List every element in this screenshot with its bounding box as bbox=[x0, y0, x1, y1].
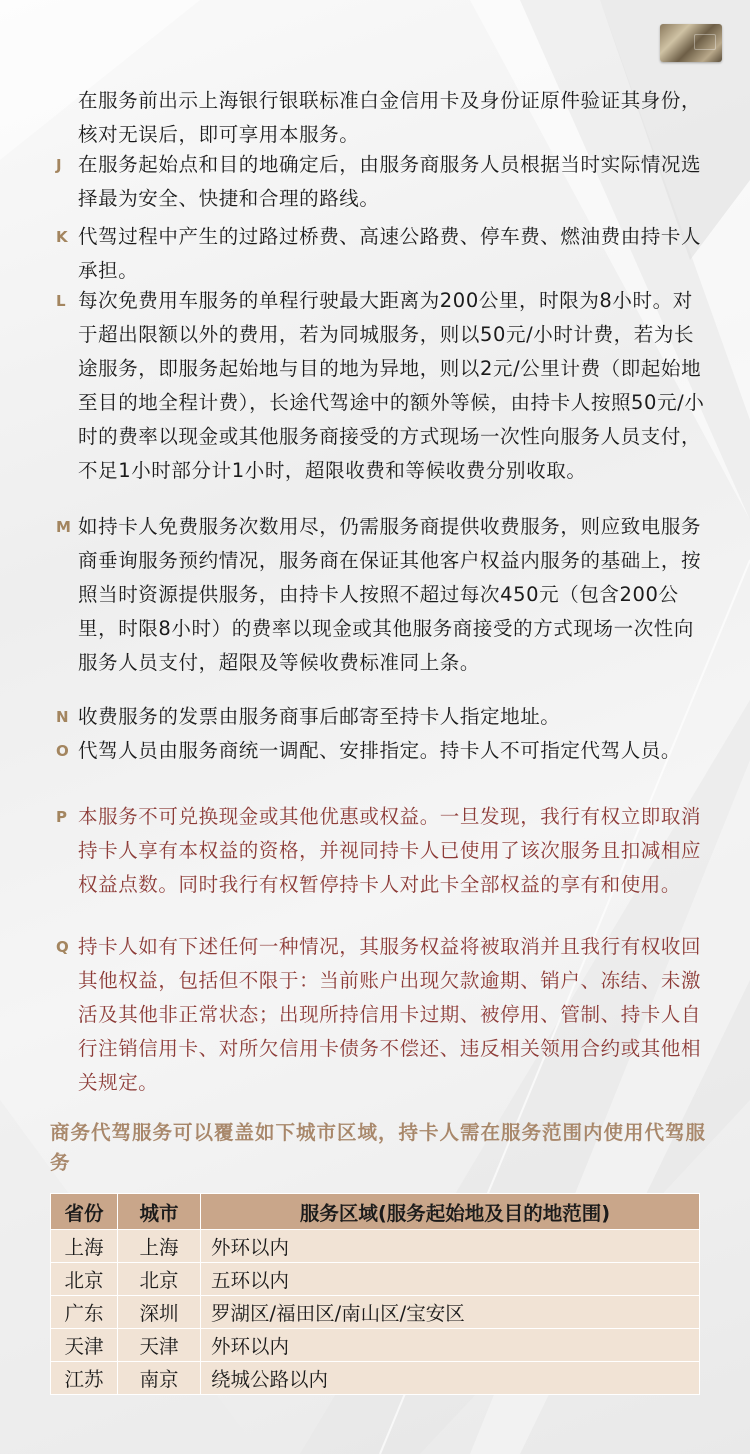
table-row bbox=[51, 1263, 700, 1296]
header-service-area: 服务区域(服务起始地及目的地范围) bbox=[201, 1194, 700, 1230]
cell-area: 外环以内 bbox=[201, 1329, 700, 1362]
cell-city: 北京 bbox=[118, 1263, 201, 1296]
item-letter-l: L bbox=[56, 292, 66, 310]
cell-province: 北京 bbox=[51, 1263, 118, 1296]
item-k-text: 代驾过程中产生的过路过桥费、高速公路费、停车费、燃油费由持卡人承担。 bbox=[78, 225, 702, 282]
item-p-text: 本服务不可兑换现金或其他优惠或权益。一旦发现，我行有权立即取消持卡人享有本权益的资格，并视同持卡人已使用了该次服务且扣减相应权益点数。同时我行有权暂停持卡人对此卡全部权益的享有和使用。 bbox=[78, 805, 702, 896]
item-m-text: 如持卡人免费服务次数用尽，仍需服务商提供收费服务，则应致电服务商垂询服务预约情况，服务商在保证其他客户权益内服务的基础上，按照当时资源提供服务，由持卡人按照不超过每次450元（包含200公里，时限8小时）的费率以现金或其他服务商接受的方式现场一次性向服务人员支付，超限及等候收费标准同上条。 bbox=[78, 515, 702, 674]
item-letter-p: P bbox=[56, 808, 67, 826]
cell-city: 上海 bbox=[118, 1230, 201, 1263]
credit-card-logo bbox=[660, 24, 722, 62]
item-letter-o: O bbox=[56, 742, 69, 760]
table-row bbox=[51, 1230, 700, 1263]
cell-province: 上海 bbox=[51, 1230, 118, 1263]
item-j-text: 在服务起始点和目的地确定后，由服务商服务人员根据当时实际情况选择最为安全、快捷和合理的路线。 bbox=[78, 153, 702, 210]
item-letter-n: N bbox=[56, 708, 69, 726]
cell-province: 广东 bbox=[51, 1296, 118, 1329]
item-o-text: 代驾人员由服务商统一调配、安排指定。持卡人不可指定代驾人员。 bbox=[78, 739, 682, 762]
header-province: 省份 bbox=[51, 1194, 118, 1230]
table-header-row bbox=[51, 1194, 700, 1230]
item-letter-j: J bbox=[56, 156, 62, 174]
table-row bbox=[51, 1362, 700, 1395]
table-row bbox=[51, 1296, 700, 1329]
cell-area: 五环以内 bbox=[201, 1263, 700, 1296]
cell-area: 绕城公路以内 bbox=[201, 1362, 700, 1395]
item-n-text: 收费服务的发票由服务商事后邮寄至持卡人指定地址。 bbox=[78, 705, 561, 728]
cell-province: 江苏 bbox=[51, 1362, 118, 1395]
coverage-title: 商务代驾服务可以覆盖如下城市区域，持卡人需在服务范围内使用代驾服务 bbox=[50, 1121, 707, 1174]
table-row bbox=[51, 1329, 700, 1362]
item-letter-q: Q bbox=[56, 938, 69, 956]
cell-city: 深圳 bbox=[118, 1296, 201, 1329]
cell-area: 外环以内 bbox=[201, 1230, 700, 1263]
cell-city: 南京 bbox=[118, 1362, 201, 1395]
header-city: 城市 bbox=[118, 1194, 201, 1230]
coverage-table bbox=[50, 1193, 700, 1395]
cell-area: 罗湖区/福田区/南山区/宝安区 bbox=[201, 1296, 700, 1329]
item-l-text: 每次免费用车服务的单程行驶最大距离为200公里，时限为8小时。对于超出限额以外的费用，若为同城服务，则以50元/小时计费，若为长途服务，即服务起始地与目的地为异地，则以2元/公里计费（即起始地至目的地全程计费），长途代驾途中的额外等候，由持卡人按照50元/小时的费率以现金或其他服务商接受的方式现场一次性向服务人员支付，不足1小时部分计1小时，超限收费和等候收费分别收取。 bbox=[78, 289, 705, 482]
item-letter-m: M bbox=[56, 518, 71, 536]
cell-city: 天津 bbox=[118, 1329, 201, 1362]
item-q-text: 持卡人如有下述任何一种情况，其服务权益将被取消并且我行有权收回其他权益，包括但不限于：当前账户出现欠款逾期、销户、冻结、未激活及其他非正常状态；出现所持信用卡过期、被停用、管制、持卡人自行注销信用卡、对所欠信用卡债务不偿还、违反相关领用合约或其他相关规定。 bbox=[78, 935, 702, 1094]
cell-province: 天津 bbox=[51, 1329, 118, 1362]
intro-paragraph: 在服务前出示上海银行银联标准白金信用卡及身份证原件验证其身份，核对无误后，即可享用本服务。 bbox=[78, 89, 702, 146]
item-letter-k: K bbox=[56, 228, 68, 246]
